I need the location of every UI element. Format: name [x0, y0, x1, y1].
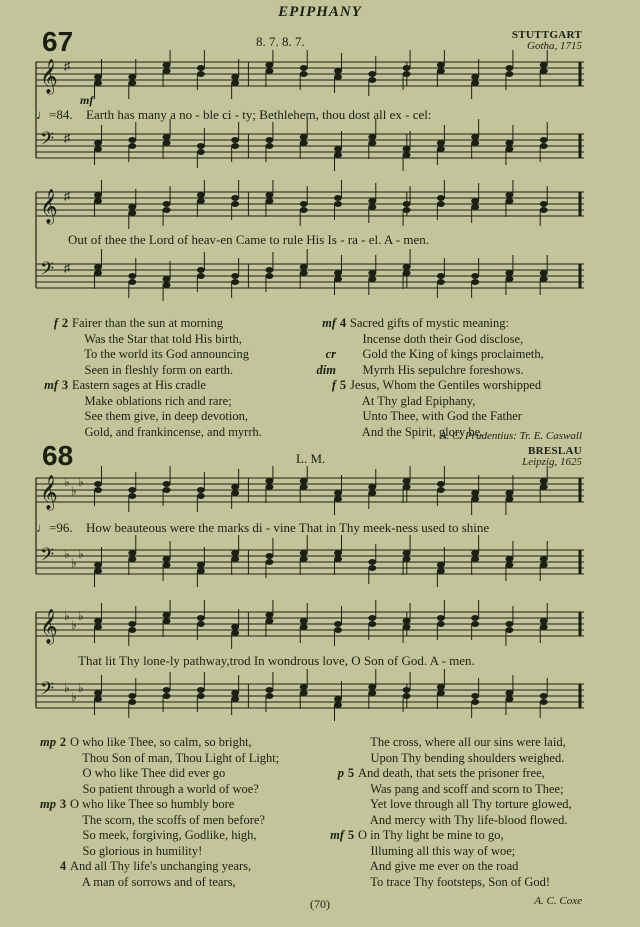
- hymn-67-lyric-line-2: Out of thee the Lord of heav-en Came to rule His Is - ra - el. A - men.: [68, 232, 429, 247]
- verse-line: [314, 394, 544, 410]
- svg-text:♯: ♯: [64, 261, 70, 275]
- svg-text:♭: ♭: [64, 609, 70, 623]
- verse-line: [34, 844, 279, 860]
- verse-line: [314, 363, 544, 379]
- hymn-number-67: 67: [42, 26, 74, 57]
- verse-line: [322, 782, 572, 798]
- verse-line: [34, 735, 279, 751]
- hymn-number-68: 68: [42, 440, 74, 471]
- verse-text: And give me ever on the road: [358, 859, 519, 873]
- verse-line: [34, 828, 279, 844]
- verse-line: [36, 316, 262, 332]
- verse-text: Gold, and frankincense, and myrrh.: [72, 424, 262, 439]
- verse-line: [322, 828, 572, 844]
- verse-dynamic: f: [53, 316, 58, 330]
- verse-line: [36, 378, 262, 394]
- hymn-68-lyric-line-1: How beauteous were the marks di - vine That in Thy meek-ness used to shine: [86, 520, 490, 535]
- verse-line: [314, 378, 544, 394]
- bass-clef-icon: 𝄢: [40, 545, 55, 570]
- verse-line: [34, 859, 279, 875]
- verse-line: [322, 766, 572, 782]
- hymn-68-attribution: A. C. Coxe: [534, 895, 582, 907]
- verse-text: And mercy with Thy life-blood flowed.: [358, 812, 568, 827]
- verse-number: 2: [59, 735, 67, 749]
- verse-text: Jesus, Whom the Gentiles worshipped: [350, 378, 542, 392]
- hymn-68-tune-name: BRESLAU: [527, 445, 582, 457]
- verse-text: O in Thy light be mine to go,: [358, 828, 504, 842]
- bass-clef-icon: 𝄢: [40, 259, 55, 284]
- verse-line: [322, 844, 572, 860]
- verse-text: And the Spirit, glory be.: [350, 424, 484, 439]
- svg-text:♭: ♭: [78, 681, 84, 695]
- verse-text: Myrrh His sepulchre foreshows.: [350, 362, 524, 377]
- verse-dynamic: mf: [330, 828, 344, 842]
- verse-text: At Thy glad Epiphany,: [350, 393, 476, 408]
- bass-clef-icon: 𝄢: [40, 129, 55, 154]
- hymn-67-meter: 8. 7. 8. 7.: [256, 34, 305, 49]
- verse-text: Eastern sages at His cradle: [72, 378, 206, 392]
- verse-line: [314, 347, 544, 363]
- svg-text:♭: ♭: [71, 690, 77, 704]
- section-title: EPIPHANY: [278, 4, 362, 20]
- verse-text: Gold the King of kings proclaimeth,: [350, 347, 544, 361]
- hymn-68-tempo: ♩=96.: [36, 520, 73, 535]
- verse-number: 5: [339, 378, 347, 392]
- verse-text: To the world its God announcing: [72, 347, 250, 361]
- verse-text: Sacred gifts of mystic meaning:: [350, 316, 509, 330]
- verse-text: The cross, where all our sins were laid,: [358, 735, 566, 749]
- verse-number: 2: [61, 316, 69, 330]
- hymn-67-verses-right: [314, 316, 544, 440]
- verse-text: Illuming all this way of woe;: [358, 843, 516, 858]
- verse-line: [34, 766, 279, 782]
- verse-line: [36, 394, 262, 410]
- verse-text: Make oblations rich and rare;: [72, 393, 232, 408]
- verse-line: [322, 813, 572, 829]
- svg-text:♭: ♭: [71, 556, 77, 570]
- hymn-67-tempo: ♩=84.: [36, 107, 73, 122]
- verse-line: [34, 782, 279, 798]
- verse-text: Was the Star that told His birth,: [72, 331, 242, 346]
- verse-line: [314, 332, 544, 348]
- svg-text:♭: ♭: [78, 475, 84, 489]
- verse-dynamic: cr: [325, 347, 336, 361]
- verse-text: So glorious in humility!: [70, 843, 203, 858]
- verse-line: [34, 875, 279, 891]
- verse-text: O who like Thee did ever go: [70, 766, 226, 780]
- svg-text:♯: ♯: [64, 189, 70, 203]
- verse-text: The scorn, the scoffs of men before?: [70, 812, 265, 827]
- treble-clef-icon: 𝄞: [40, 475, 58, 510]
- verse-text: And all Thy life's unchanging years,: [70, 859, 252, 873]
- verse-text: O who like Thee, so calm, so bright,: [70, 735, 252, 749]
- verse-line: [314, 409, 544, 425]
- verse-text: Was pang and scoff and scorn to Thee;: [358, 781, 564, 796]
- hymn-68-lyric-line-2: That lit Thy lone-ly pathway,trod In wondrous love, O Son of God. A - men.: [78, 653, 475, 668]
- verse-line: [322, 751, 572, 767]
- verse-line: [36, 347, 262, 363]
- verse-text: Yet love through all Thy torture glowed,: [358, 797, 572, 811]
- treble-clef-icon: 𝄞: [40, 189, 58, 224]
- verse-dynamic: f: [331, 378, 336, 392]
- hymn-68-verses-left: [34, 735, 279, 890]
- verse-dynamic: dim: [316, 362, 336, 377]
- hymn-68-tune-source: Leipzig, 1625: [522, 456, 582, 468]
- hymn-67-tune-source: Gotha, 1715: [527, 40, 582, 52]
- verse-line: [322, 859, 572, 875]
- verse-text: Incense doth their God disclose,: [350, 331, 524, 346]
- verse-line: [322, 875, 572, 891]
- verse-line: [36, 425, 262, 441]
- verse-dynamic: mp: [40, 735, 56, 749]
- verse-number: 3: [59, 797, 67, 811]
- svg-text:♭: ♭: [71, 618, 77, 632]
- verse-line: [36, 332, 262, 348]
- verse-text: O who like Thee so humbly bore: [70, 797, 235, 811]
- verse-line: [34, 751, 279, 767]
- verse-text: So patient through a world of woe?: [70, 781, 259, 796]
- verse-number: 5: [347, 766, 355, 780]
- treble-clef-icon: 𝄞: [40, 609, 58, 644]
- verse-text: Thou Son of man, Thou Light of Light;: [70, 750, 280, 765]
- hymn-67-tune-name: STUTTGART: [511, 29, 582, 41]
- svg-text:♭: ♭: [64, 475, 70, 489]
- verse-number: 4: [339, 316, 347, 330]
- verse-line: [34, 797, 279, 813]
- verse-text: And death, that sets the prisoner free,: [358, 766, 545, 780]
- treble-clef-icon: 𝄞: [40, 59, 58, 94]
- hymn-67-verses-left: [36, 316, 262, 440]
- verse-text: A man of sorrows and of tears,: [70, 874, 236, 889]
- verse-dynamic: mf: [322, 316, 336, 330]
- hymn-68-meter: L. M.: [296, 451, 326, 466]
- bass-clef-icon: 𝄢: [40, 679, 55, 704]
- verse-number: 4: [59, 859, 67, 873]
- svg-text:♭: ♭: [78, 609, 84, 623]
- svg-text:♭: ♭: [64, 681, 70, 695]
- verse-line: [36, 409, 262, 425]
- verse-text: So meek, forgiving, Godlike, high,: [70, 828, 257, 842]
- svg-text:♯: ♯: [64, 59, 70, 73]
- svg-text:♭: ♭: [71, 484, 77, 498]
- hymn-68-verses-right: [322, 735, 572, 890]
- svg-text:♭: ♭: [78, 547, 84, 561]
- verse-text: Unto Thee, with God the Father: [350, 409, 522, 423]
- verse-text: To trace Thy footsteps, Son of God!: [358, 874, 551, 889]
- page-number: (70): [310, 897, 330, 911]
- verse-line: [322, 735, 572, 751]
- verse-text: Upon Thy bending shoulders weighed.: [358, 750, 565, 765]
- hymn-67-attribution: A. C. Prudentius: Tr. E. Caswall: [439, 430, 582, 442]
- verse-dynamic: mp: [40, 797, 56, 811]
- verse-line: [34, 813, 279, 829]
- verse-line: [36, 363, 262, 379]
- verse-line: [322, 797, 572, 813]
- verse-dynamic: mf: [44, 378, 58, 392]
- verse-text: Fairer than the sun at morning: [72, 316, 224, 330]
- verse-dynamic: p: [337, 766, 344, 780]
- hymn-67-dynamic: mf: [80, 93, 94, 107]
- verse-number: 5: [347, 828, 355, 842]
- svg-text:♭: ♭: [64, 547, 70, 561]
- verse-text: See them give, in deep devotion,: [72, 409, 249, 423]
- svg-text:♯: ♯: [64, 131, 70, 145]
- verse-number: 3: [61, 378, 69, 392]
- verse-line: [314, 316, 544, 332]
- verse-text: Seen in fleshly form on earth.: [72, 362, 234, 377]
- hymn-67-lyric-line-1: Earth has many a no - ble ci - ty; Bethlehem, thou dost all ex - cel:: [86, 107, 432, 122]
